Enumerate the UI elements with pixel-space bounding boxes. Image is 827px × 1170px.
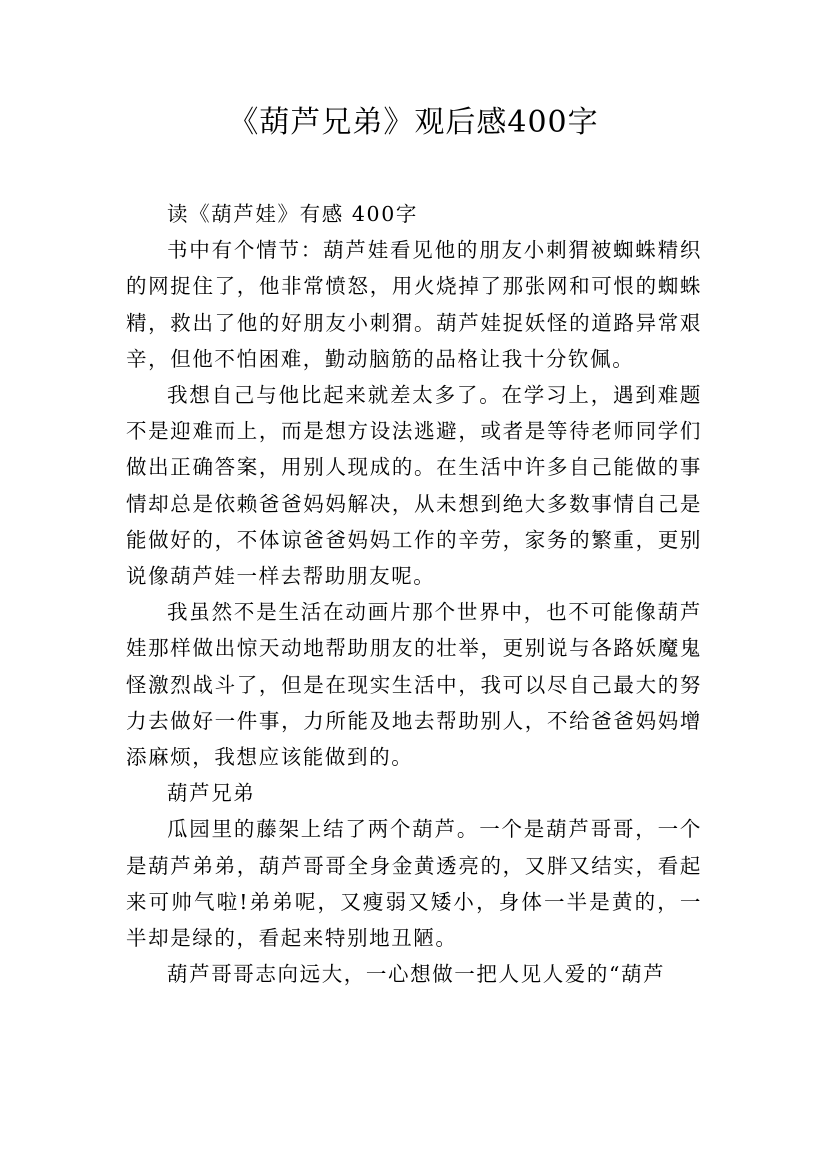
paragraph-heading: 葫芦兄弟 — [167, 781, 256, 806]
paragraph: 书中有个情节：葫芦娃看见他的朋友小刺猬被蜘蛛精织的网捉住了，他非常愤怒，用火烧掉了那张网和可恨的蜘蛛精，救出了他的好朋友小刺猬。葫芦娃捉妖怪的道路异常艰辛，但他不怕困难，勤动脑筋的品格让我十分钦佩。 — [126, 238, 702, 371]
document-title: 《葫芦兄弟》观后感400字 — [228, 105, 599, 140]
paragraph: 我虽然不是生活在动画片那个世界中，也不可能像葫芦娃那样做出惊天动地帮助朋友的壮举，更别说与各路妖魔鬼怪激烈战斗了，但是在现实生活中，我可以尽自己最大的努力去做好一件事，力所能及地去帮助别人，不给爸爸妈妈增添麻烦，我想应该能做到的。 — [126, 600, 702, 770]
document-body — [126, 196, 702, 992]
paragraph: 瓜园里的藤架上结了两个葫芦。一个是葫芦哥哥，一个是葫芦弟弟，葫芦哥哥全身金黄透亮的，又胖又结实，看起来可帅气啦!弟弟呢，又瘦弱又矮小，身体一半是黄的，一半却是绿的，看起来特别地丑陋。 — [126, 817, 702, 951]
paragraph-subtitle: 读《葫芦娃》有感 400字 — [167, 202, 418, 226]
paragraph: 葫芦哥哥志向远大，一心想做一把人见人爱的“葫芦 — [167, 962, 666, 987]
paragraph: 我想自己与他比起来就差太多了。在学习上，遇到难题不是迎难而上，而是想方设法逃避，或者是等待老师同学们做出正确答案，用别人现成的。在生活中许多自己能做的事情却总是依赖爸爸妈妈解决，从未想到绝大多数事情自己是能做好的，不体谅爸爸妈妈工作的辛劳，家务的繁重，更别说像葫芦娃一样去帮助朋友呢。 — [126, 383, 702, 589]
